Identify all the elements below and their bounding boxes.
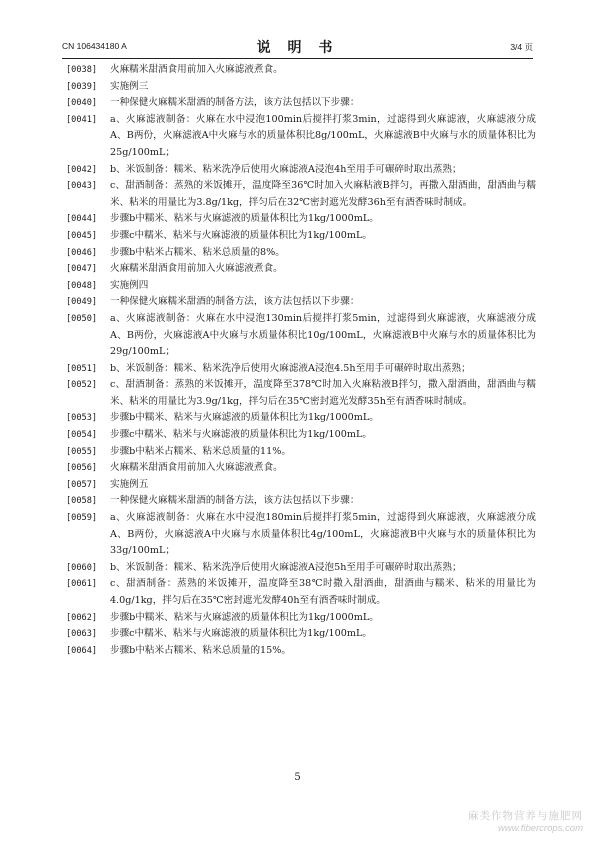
- header-rule: [62, 58, 533, 59]
- page-number: 5: [294, 772, 301, 783]
- paragraph-number: [0049]: [66, 297, 98, 308]
- page-header: [62, 37, 533, 57]
- paragraph-number: [0055]: [66, 446, 98, 457]
- paragraph-number: [0062]: [66, 612, 98, 623]
- paragraph-text: b、米饭制备：糯米、粘米洗净后使用火麻滤液A浸泡4h至用手可碾碎时取出蒸熟；: [110, 163, 462, 175]
- paragraph-text: c、甜酒制备：蒸熟的米饭摊开，温度降至36℃时加入火麻粘液B拌匀，再撒入甜酒曲，甜酒曲与糯米、粘米的用量比为3.8g/1kg，拌匀后在32℃密封遮光发酵36h至有酒香味时制成。: [110, 180, 536, 208]
- paragraph-text: 步骤c中糯米、粘米与火麻滤液的质量体积比为1kg/100mL。: [110, 429, 372, 441]
- paragraph-text: 步骤b中糯米、粘米与火麻滤液的质量体积比为1kg/1000mL。: [110, 611, 379, 623]
- paragraph-0062: [66, 610, 536, 627]
- paragraph-text: a、火麻滤液制备：火麻在水中浸泡100min后搅拌打浆3min，过滤得到火麻滤液，火麻滤液分成A、B两份，火麻滤液A中火麻与水的质量体积比8g/100mL，火麻滤液B中火麻与水的质量体积比为25g/100mL；: [110, 113, 536, 158]
- paragraph-0052: [66, 377, 536, 410]
- paragraph-number: [0064]: [66, 645, 98, 656]
- paragraph-text: 步骤b中粘米占糯米、粘米总质量的11%。: [110, 445, 291, 457]
- paragraph-number: [0044]: [66, 214, 98, 225]
- paragraph-0063: [66, 626, 536, 643]
- paragraph-text: 火麻糯米甜酒食用前加入火麻滤液煮食。: [110, 462, 283, 474]
- paragraph-text: 步骤b中粘米占糯米、粘米总质量的15%。: [110, 644, 291, 656]
- paragraph-0057: [66, 477, 536, 494]
- paragraph-0041: [66, 112, 536, 162]
- paragraph-number: [0054]: [66, 430, 98, 441]
- paragraph-text: 步骤c中糯米、粘米与火麻滤液的质量体积比为1kg/100mL。: [110, 628, 372, 640]
- paragraph-number: [0045]: [66, 230, 98, 241]
- paragraph-number: [0038]: [66, 65, 98, 75]
- paragraph-0051: [66, 361, 536, 378]
- paragraph-number: [0041]: [66, 114, 98, 125]
- paragraph-number: [0050]: [66, 313, 98, 324]
- paragraph-text: 火麻糯米甜酒食用前加入火麻滤液煮食。: [110, 263, 283, 275]
- paragraph-number: [0040]: [66, 98, 98, 109]
- page-ratio: 3/4 页: [510, 42, 533, 52]
- paragraph-text: a、火麻滤液制备：火麻在水中浸泡180min后搅拌打浆5min，过滤得到火麻滤液，火麻滤液分成A、B两份，火麻滤液A中火麻与水质量体积比4g/100mL，火麻滤液B中火麻与水的质量体积比为33g/100mL；: [110, 512, 536, 557]
- site-watermark: [468, 808, 583, 834]
- paragraph-number: [0052]: [66, 380, 98, 391]
- paragraph-0038: [66, 62, 536, 79]
- paragraph-text: b、米饭制备：糯米、粘米洗净后使用火麻滤液A浸泡4.5h至用手可碾碎时取出蒸熟；: [110, 362, 471, 374]
- paragraph-number: [0042]: [66, 164, 98, 175]
- paragraph-number: [0048]: [66, 280, 98, 291]
- paragraph-number: [0046]: [66, 247, 98, 258]
- paragraph-0056: [66, 460, 536, 477]
- paragraph-text: 步骤c中糯米、粘米与火麻滤液的质量体积比为1kg/100mL。: [110, 229, 372, 241]
- paragraph-0053: [66, 410, 536, 427]
- paragraph-0061: [66, 576, 536, 609]
- paragraph-number: [0051]: [66, 363, 98, 374]
- paragraph-number: [0053]: [66, 413, 98, 424]
- paragraph-0042: [66, 162, 536, 179]
- paragraph-list: [66, 62, 536, 659]
- paragraph-0040: [66, 95, 536, 112]
- paragraph-text: b、米饭制备：糯米、粘米洗净后使用火麻滤液A浸泡5h至用手可碾碎时取出蒸熟；: [110, 561, 462, 573]
- paragraph-number: [0043]: [66, 181, 98, 192]
- paragraph-text: 实施例四: [110, 279, 149, 291]
- paragraph-0048: [66, 278, 536, 295]
- paragraph-number: [0039]: [66, 81, 98, 92]
- paragraph-number: [0056]: [66, 463, 98, 474]
- paragraph-text: 实施例三: [110, 80, 149, 92]
- paragraph-text: 步骤b中粘米占糯米、粘米总质量的8%。: [110, 246, 285, 258]
- paragraph-text: 火麻糯米甜酒食用前加入火麻滤液煮食。: [110, 64, 283, 75]
- paragraph-text: 一种保健火麻糯米甜酒的制备方法，该方法包括以下步骤：: [110, 296, 360, 308]
- paragraph-0043: [66, 178, 536, 211]
- paragraph-0050: [66, 311, 536, 361]
- paragraph-0060: [66, 560, 536, 577]
- document-title: 说 明 书: [256, 40, 339, 56]
- paragraph-text: 一种保健火麻糯米甜酒的制备方法，该方法包括以下步骤：: [110, 97, 360, 109]
- paragraph-text: c、甜酒制备：蒸熟的米饭摊开，温度降至38℃时撒入甜酒曲，甜酒曲与糯米、粘米的用量比为4.0g/1kg，拌匀后在35℃密封遮光发酵40h至有酒香味时制成。: [110, 578, 536, 606]
- paragraph-number: [0058]: [66, 496, 98, 507]
- paragraph-0049: [66, 294, 536, 311]
- paragraph-text: 步骤b中糯米、粘米与火麻滤液的质量体积比为1kg/1000mL。: [110, 213, 379, 225]
- paragraph-text: 实施例五: [110, 478, 149, 490]
- paragraph-0064: [66, 643, 536, 660]
- paragraph-number: [0060]: [66, 562, 98, 573]
- paragraph-0058: [66, 493, 536, 510]
- watermark-url: www.fibercrops.com: [498, 823, 583, 834]
- paragraph-0044: [66, 211, 536, 228]
- paragraph-0055: [66, 444, 536, 461]
- patent-number: CN 106434180 A: [62, 41, 127, 51]
- paragraph-number: [0061]: [66, 579, 98, 590]
- paragraph-0054: [66, 427, 536, 444]
- paragraph-text: c、甜酒制备：蒸熟的米饭摊开，温度降至378℃时加入火麻粘液B拌匀，撒入甜酒曲，甜酒曲与糯米、粘米的用量比为3.9g/1kg，拌匀后在35℃密封遮光发酵35h至有酒香味时制成。: [110, 379, 536, 407]
- paragraph-number: [0063]: [66, 629, 98, 640]
- paragraph-0047: [66, 261, 536, 278]
- paragraph-text: 一种保健火麻糯米甜酒的制备方法，该方法包括以下步骤：: [110, 495, 360, 507]
- paragraph-0039: [66, 79, 536, 96]
- paragraph-text: 步骤b中糯米、粘米与火麻滤液的质量体积比为1kg/1000mL。: [110, 412, 379, 424]
- paragraph-number: [0057]: [66, 479, 98, 490]
- paragraph-number: [0059]: [66, 513, 98, 524]
- watermark-title: 麻类作物营养与施肥网: [468, 810, 583, 822]
- paragraph-0046: [66, 245, 536, 262]
- paragraph-0059: [66, 510, 536, 560]
- paragraph-number: [0047]: [66, 264, 98, 275]
- paragraph-0045: [66, 228, 536, 245]
- paragraph-text: a、火麻滤液制备：火麻在水中浸泡130min后搅拌打浆5min，过滤得到火麻滤液，火麻滤液分成A、B两份，火麻滤液A中火麻与水质量体积比10g/100mL，火麻滤液B中火麻与水的质量体积比为29g/100mL；: [110, 312, 536, 358]
